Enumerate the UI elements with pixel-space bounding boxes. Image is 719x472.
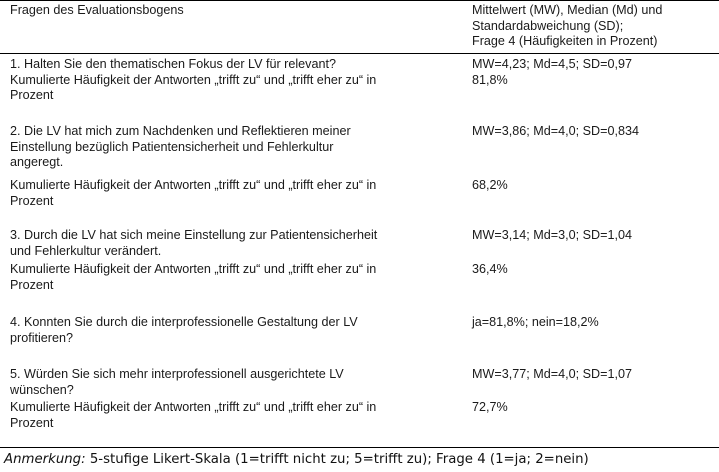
- row3-question-line-1: 3. Durch die LV hat sich meine Einstellung zur Patientensicherheit: [10, 228, 378, 242]
- table-note: [4, 452, 589, 468]
- row2-stats: MW=3,86; Md=4,0; SD=0,834: [472, 124, 639, 138]
- row3-stats: MW=3,14; Md=3,0; SD=1,04: [472, 228, 632, 242]
- row2-question-line-2: Einstellung bezüglich Patientensicherheit und Fehlerkultur: [10, 139, 334, 154]
- row4-question-line-2: profitieren?: [10, 330, 74, 345]
- row5-stats: MW=3,77; Md=4,0; SD=1,07: [472, 367, 632, 381]
- row5-cum-value: 72,7%: [472, 400, 508, 414]
- note-label: Anmerkung:: [4, 452, 86, 467]
- row2-cum-value: 68,2%: [472, 178, 508, 192]
- header-divider-rule: [0, 53, 719, 54]
- row5-cum-line-1: Kumulierte Häufigkeit der Antworten „trifft zu“ und „trifft eher zu“ in: [10, 400, 377, 414]
- row3-cum-value: 36,4%: [472, 262, 508, 276]
- row4-stats: ja=81,8%; nein=18,2%: [472, 315, 599, 329]
- table-top-rule: [0, 0, 719, 1]
- row1-cum-line-2: Prozent: [10, 88, 54, 103]
- header-questions: Fragen des Evaluationsbogens: [10, 3, 184, 17]
- row1-question-line-1: 1. Halten Sie den thematischen Fokus der LV für relevant?: [10, 57, 336, 71]
- header-stats-line-3: Frage 4 (Häufigkeiten in Prozent): [472, 34, 658, 49]
- row1-cum-value: 81,8%: [472, 72, 508, 87]
- row1-stats: MW=4,23; Md=4,5; SD=0,97: [472, 57, 632, 71]
- header-stats-line-1: Mittelwert (MW), Median (Md) und: [472, 3, 663, 17]
- row2-cum-line-1: Kumulierte Häufigkeit der Antworten „trifft zu“ und „trifft eher zu“ in: [10, 178, 377, 192]
- row2-question-line-3: angeregt.: [10, 155, 64, 170]
- row4-question-line-1: 4. Konnten Sie durch die interprofessionelle Gestaltung der LV: [10, 315, 358, 329]
- row5-question-line-1: 5. Würden Sie sich mehr interprofessionell ausgerichtete LV: [10, 367, 344, 381]
- row2-cum-line-2: Prozent: [10, 193, 54, 208]
- table-bottom-rule: [0, 447, 719, 448]
- row1-cum-line-1: Kumulierte Häufigkeit der Antworten „trifft zu“ und „trifft eher zu“ in: [10, 72, 377, 87]
- row2-question-line-1: 2. Die LV hat mich zum Nachdenken und Reflektieren meiner: [10, 124, 351, 138]
- row3-question-line-2: und Fehlerkultur verändert.: [10, 243, 162, 258]
- row5-cum-line-2: Prozent: [10, 415, 54, 430]
- row5-question-line-2: wünschen?: [10, 382, 74, 397]
- header-stats-line-2: Standardabweichung (SD);: [472, 18, 624, 33]
- row3-cum-line-2: Prozent: [10, 277, 54, 292]
- note-text: 5-stufige Likert-Skala (1=trifft nicht zu; 5=trifft zu); Frage 4 (1=ja; 2=nein): [85, 452, 589, 467]
- row3-cum-line-1: Kumulierte Häufigkeit der Antworten „trifft zu“ und „trifft eher zu“ in: [10, 262, 377, 276]
